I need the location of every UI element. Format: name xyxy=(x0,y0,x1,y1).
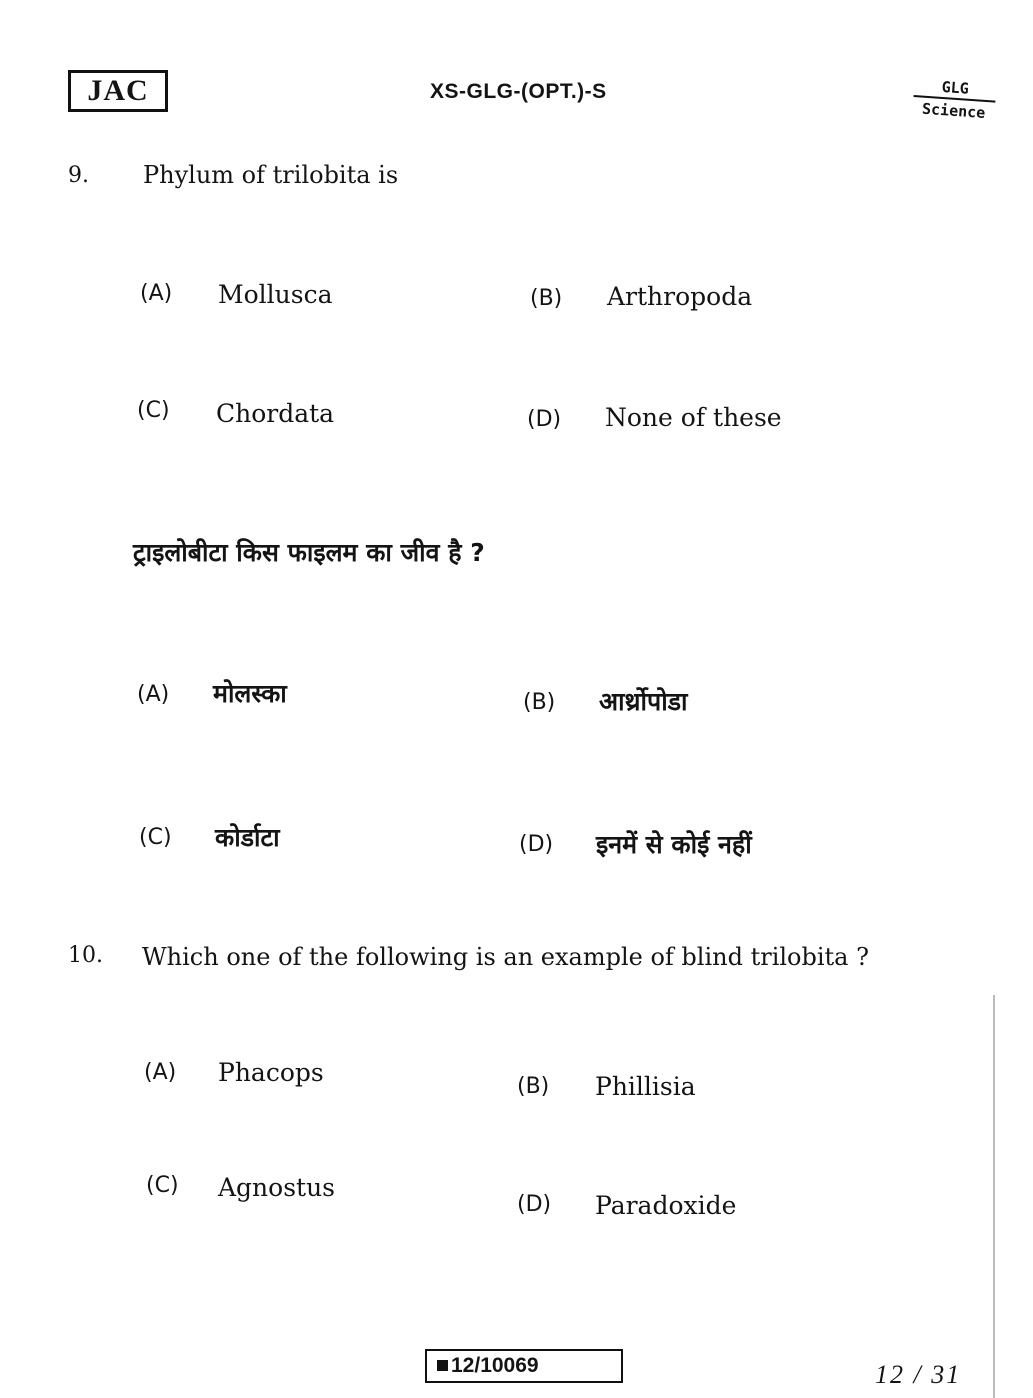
paper-code: XS-GLG-(OPT.)-S xyxy=(430,80,607,103)
option-text: Agnostus xyxy=(218,1173,336,1202)
page-number: 12 / 31 xyxy=(875,1360,962,1389)
option-text: Arthropoda xyxy=(607,282,753,311)
question-number: 9. xyxy=(68,163,89,188)
option-text: Phacops xyxy=(218,1058,324,1087)
option-label: (B) xyxy=(523,690,556,715)
option-label: (A) xyxy=(140,281,173,306)
option-text: None of these xyxy=(605,403,782,432)
serial-number: 12/10069 xyxy=(451,1354,539,1377)
subject-name: Science xyxy=(921,99,986,122)
option-text-hindi: इनमें से कोई नहीं xyxy=(596,830,752,859)
option-text: Mollusca xyxy=(218,280,333,309)
board-logo-box: JAC xyxy=(68,70,168,112)
option-text-hindi: मोलस्का xyxy=(213,679,287,708)
question-text: Phylum of trilobita is xyxy=(143,161,399,189)
square-bullet-icon xyxy=(437,1360,448,1371)
question-text-hindi: ट्राइलोबीटा किस फाइलम का जीव है ? xyxy=(133,538,485,567)
option-label: (B) xyxy=(517,1074,550,1099)
option-text: Paradoxide xyxy=(595,1191,737,1220)
option-label: (D) xyxy=(519,832,554,857)
question-text: Which one of the following is an example of blind trilobita ? xyxy=(142,943,869,971)
option-text: Phillisia xyxy=(595,1072,696,1101)
subject-code: GLG xyxy=(914,76,997,103)
option-label: (D) xyxy=(517,1192,552,1217)
option-label: (C) xyxy=(137,398,170,423)
option-text: Chordata xyxy=(216,399,335,428)
option-text-hindi: कोर्डाटा xyxy=(215,823,280,852)
option-label: (A) xyxy=(137,682,170,707)
page-edge-line xyxy=(993,995,995,1398)
question-number: 10. xyxy=(68,943,103,968)
subject-label xyxy=(912,76,997,123)
option-label: (A) xyxy=(144,1060,177,1085)
option-label: (D) xyxy=(527,407,562,432)
option-text-hindi: आर्थ्रोपोडा xyxy=(599,687,688,716)
serial-number-box xyxy=(425,1349,623,1383)
option-label: (B) xyxy=(530,286,563,311)
option-label: (C) xyxy=(146,1173,179,1198)
option-label: (C) xyxy=(139,825,172,850)
